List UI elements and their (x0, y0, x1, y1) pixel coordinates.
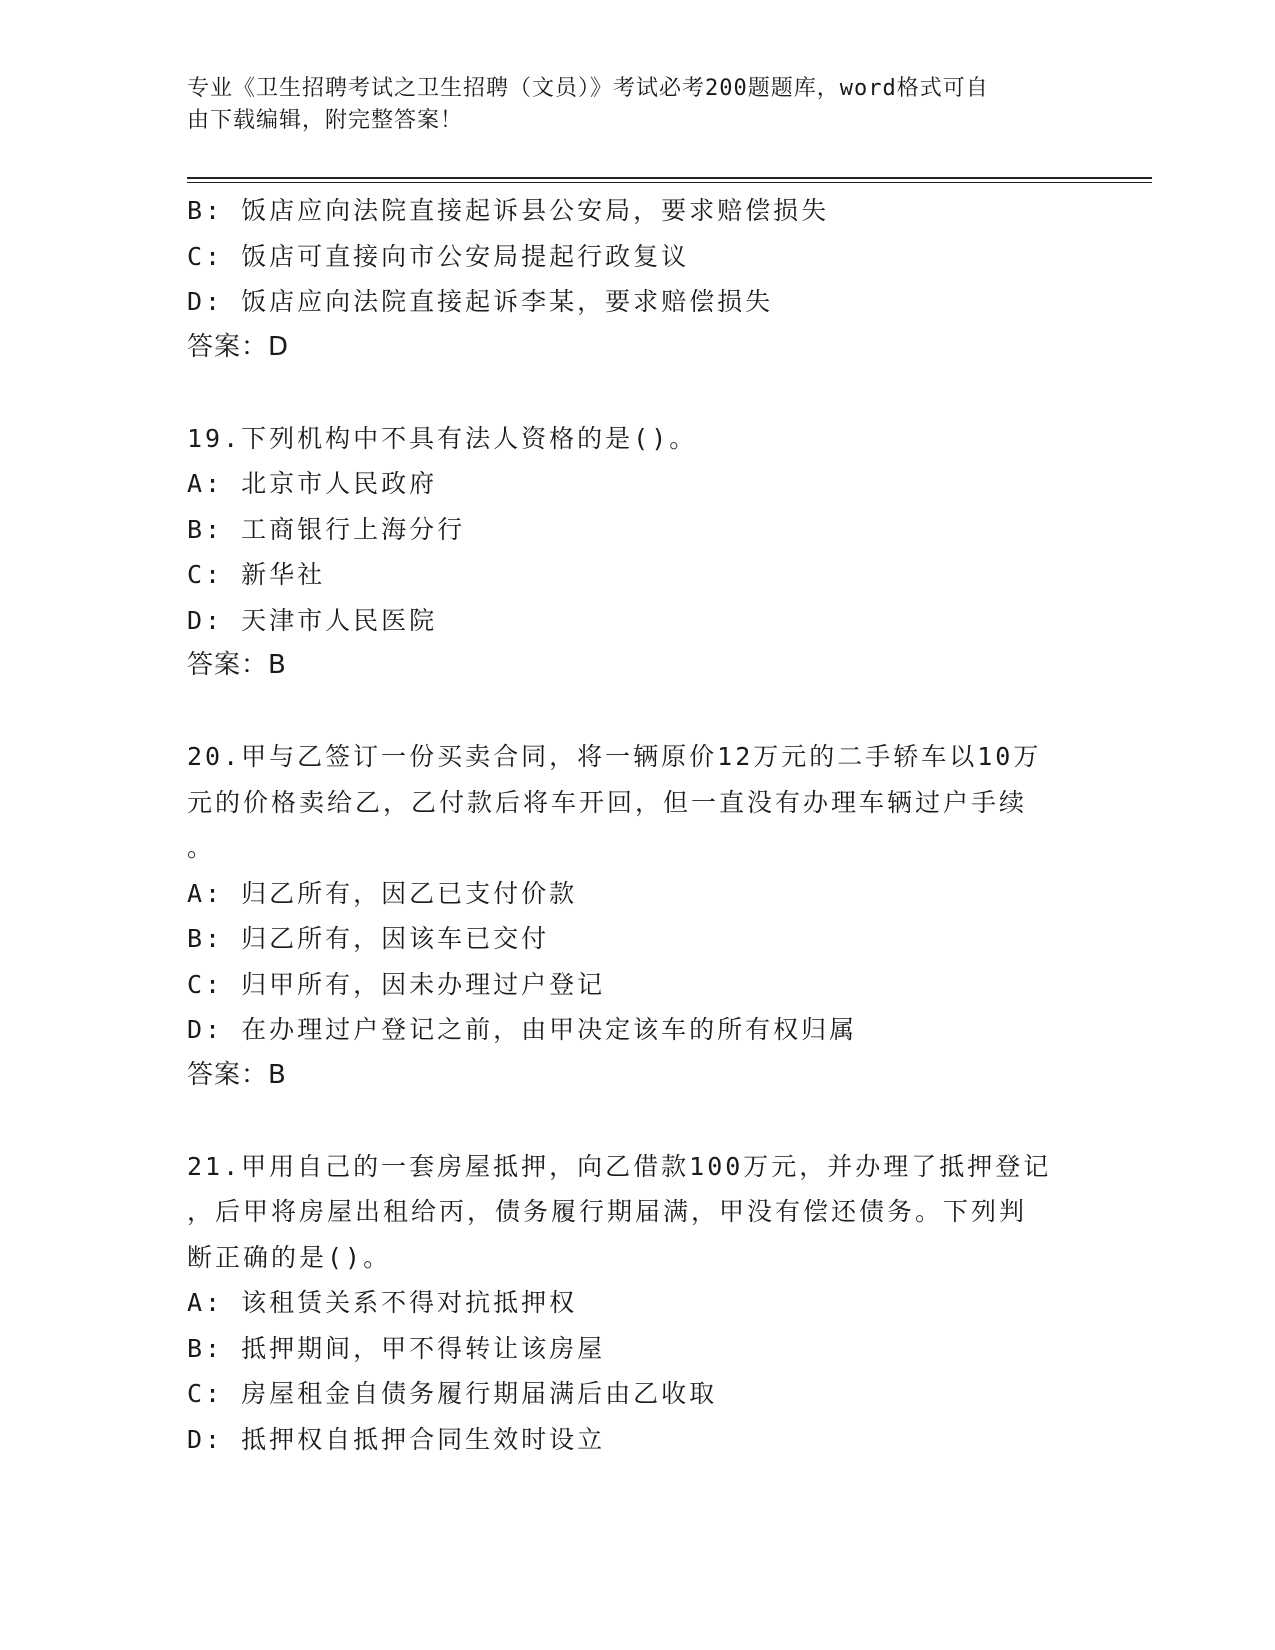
question-stem-line-1: 21.甲用自己的一套房屋抵押，向乙借款100万元，并办理了抵押登记 (187, 1151, 1052, 1181)
option-c: C: 房屋租金自债务履行期届满后由乙收取 (187, 1379, 718, 1408)
header-divider-thick (187, 177, 1152, 179)
spacer (187, 1098, 1087, 1144)
question-stem-line-2: ，后甲将房屋出租给丙，债务履行期届满，甲没有偿还债务。下列判 (187, 1197, 1028, 1226)
spacer (187, 370, 1087, 416)
question-continued (187, 188, 1087, 370)
spacer (187, 689, 1087, 735)
question-stem-line-1: 20.甲与乙签订一份买卖合同，将一辆原价12万元的二手轿车以10万 (187, 742, 1042, 771)
option-a: A: 该租赁关系不得对抗抵押权 (187, 1288, 578, 1317)
option-b: B: 抵押期间，甲不得转让该房屋 (187, 1333, 606, 1363)
answer-label: 答案：B (187, 650, 287, 680)
header-line-1: 专业《卫生招聘考试之卫生招聘（文员）》考试必考200题题库，word格式可自 (187, 76, 989, 101)
question-stem-line-3: 断正确的是()。 (187, 1242, 392, 1272)
option-d: D: 在办理过户登记之前，由甲决定该车的所有权归属 (187, 1015, 858, 1044)
question-stem-line-3: 。 (187, 833, 216, 862)
header-divider-thin (187, 182, 1152, 183)
answer-label: 答案：D (187, 331, 290, 362)
question-stem-line-2: 元的价格卖给乙，乙付款后将车开回，但一直没有办理车辆过户手续 (187, 787, 1028, 817)
option-d: D: 天津市人民医院 (187, 605, 438, 635)
question-20 (187, 734, 1087, 1098)
option-a: A: 北京市人民政府 (187, 469, 438, 498)
document-header (187, 73, 1067, 137)
option-c: C: 新华社 (187, 560, 326, 589)
option-b: B: 工商银行上海分行 (187, 514, 466, 544)
option-d: D: 抵押权自抵押合同生效时设立 (187, 1424, 606, 1454)
option-d: D: 饭店应向法院直接起诉李某，要求赔偿损失 (187, 287, 774, 316)
answer-label: 答案：B (187, 1059, 287, 1090)
option-a: A: 归乙所有，因乙已支付价款 (187, 878, 578, 908)
document-body (187, 188, 1087, 1462)
option-c: C: 归甲所有，因未办理过户登记 (187, 969, 606, 999)
header-line-2: 由下载编辑，附完整答案！ (187, 108, 464, 133)
question-19 (187, 416, 1087, 689)
option-b: B: 饭店应向法院直接起诉县公安局，要求赔偿损失 (187, 196, 830, 225)
question-21 (187, 1144, 1087, 1463)
option-b: B: 归乙所有，因该车已交付 (187, 924, 550, 953)
option-c: C: 饭店可直接向市公安局提起行政复议 (187, 241, 690, 271)
question-stem: 19.下列机构中不具有法人资格的是()。 (187, 423, 698, 453)
